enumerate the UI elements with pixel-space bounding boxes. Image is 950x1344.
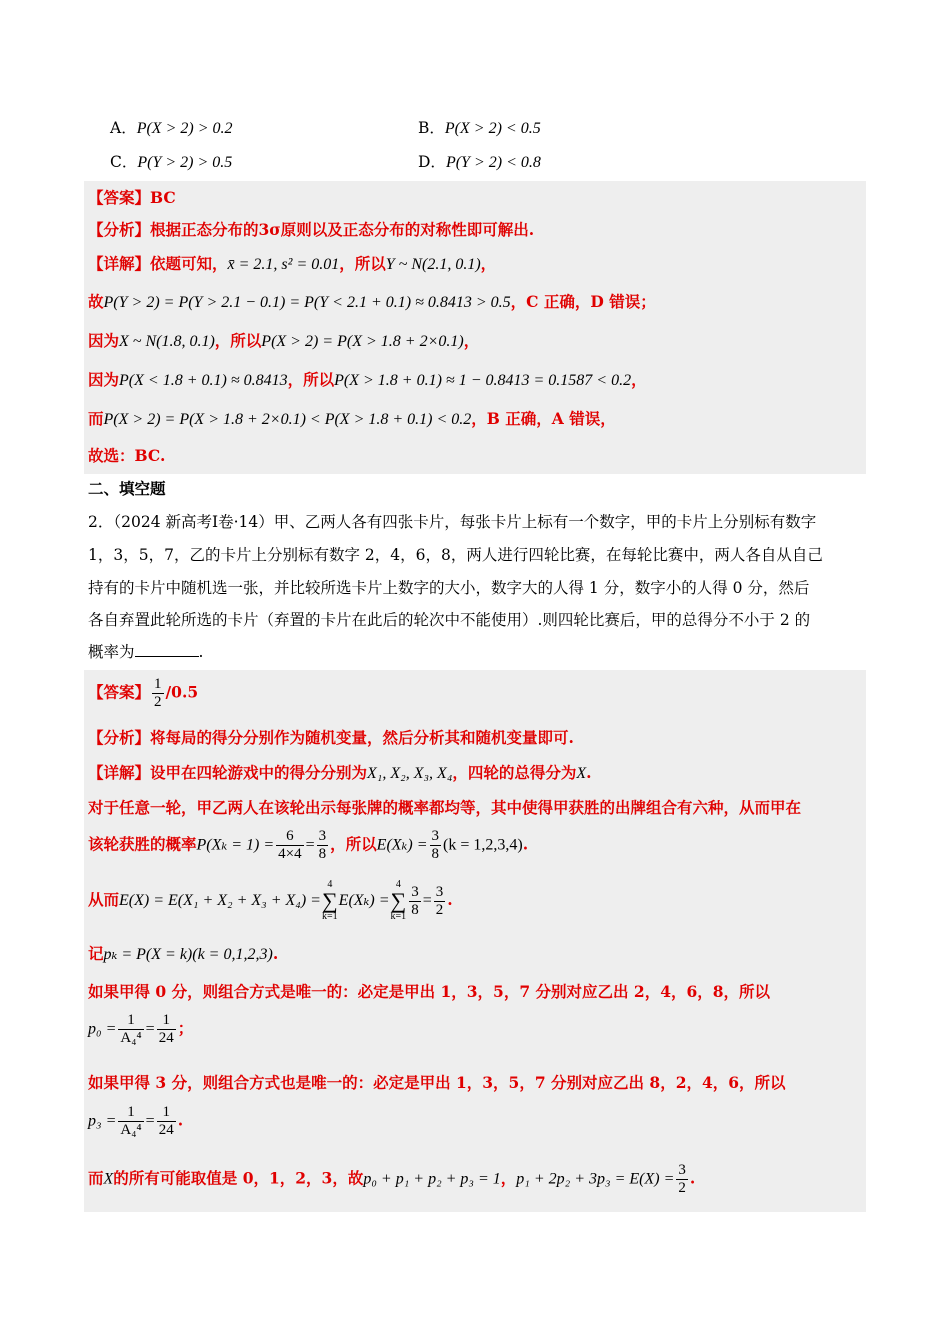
q2-detail-9: p₃ = $\frac{1}{\text{A₄⁴}}$ = $\frac{1}{24}$ . [88,1104,184,1138]
q2-line-4: 各自弃置此轮所选的卡片（弃置的卡片在此后的轮次中不能使用）.则四轮比赛后，甲的总得分不小于 2 的 [88,611,811,629]
q2-line-1: 2．（2024 新高考Ⅰ卷·14）甲、乙两人各有四张卡片，每张卡片上标有一个数字，甲的卡片上分别标有数字 [88,513,817,531]
q1-detail-5: 而P(X > 2) = P(X > 1.8 + 2×0.1) < P(X > 1.8 + 0.1) < 0.2，B 正确，A 错误， [88,409,616,428]
section-heading: 二、填空题 [88,479,166,498]
q1-detail-6: 故选：BC. [88,446,166,465]
q2-answer: 【答案】 $\frac{1}{2}$ /0.5 [88,676,199,710]
sum-symbol: 4 ∑ k=1 [321,879,338,922]
q2-detail-3: 该轮获胜的概率P(Xₖ = 1) = $\frac{6}{4\times 4}$ = $\frac{3}{8}$ ，所以E(Xₖ) = $\frac{3}{8}$ (k = 1,2,3,4). [88,828,529,862]
q2-detail-1: 【详解】设甲在四轮游戏中的得分分别为X₁, X₂, X₃, X₄，四轮的总得分为X. [88,763,592,782]
q2-detail-10: 而X的所有可能取值是 0，1，2，3，故p₀ + p₁ + p₂ + p₃ = 1，p₁ + 2p₂ + 3p₃ = E(X) = $\frac{3}{2}$ . [88,1162,696,1196]
q2-detail-5: 记pₖ = P(X = k)(k = 0,1,2,3). [88,944,279,963]
q2-detail-2: 对于任意一轮，甲乙两人在该轮出示每张牌的概率都均等，其中使得甲获胜的出牌组合有六种，从而甲在 [88,798,802,817]
q2-detail-8: 如果甲得 3 分，则组合方式也是唯一的：必定是甲出 1，3，5，7 分别对应乙出 8，2，4，6，所以 [88,1073,786,1092]
q1-detail-1: 【详解】依题可知，x̄ = 2.1, s² = 0.01，所以Y ~ N(2.1, 0.1)， [88,254,497,273]
option-b: B．P(X > 2) < 0.5 [418,119,541,137]
q1-analysis: 【分析】根据正态分布的3σ原则以及正态分布的对称性即可解出. [88,220,535,239]
q1-detail-4: 因为P(X < 1.8 + 0.1) ≈ 0.8413，所以P(X > 1.8 + 0.1) ≈ 1 − 0.8413 = 0.1587 < 0.2， [88,370,647,389]
q1-detail-3: 因为X ~ N(1.8, 0.1)，所以P(X > 2) = P(X > 1.8 + 2×0.1)， [88,331,480,350]
q2-detail-6: 如果甲得 0 分，则组合方式是唯一的：必定是甲出 1，3，5，7 分别对应乙出 2，4，6，8，所以 [88,982,771,1001]
q1-detail-2: 故P(Y > 2) = P(Y > 2.1 − 0.1) = P(Y < 2.1 + 0.1) ≈ 0.8413 > 0.5，C 正确，D 错误； [88,292,656,311]
answer-blank [135,642,199,657]
q2-analysis: 【分析】将每局的得分分别作为随机变量，然后分析其和随机变量即可. [88,728,574,747]
option-a: A．P(X > 2) > 0.2 [110,119,233,137]
q2-detail-4: 从而E(X) = E(X₁ + X₂ + X₃ + X₄) =4 ∑ k=1E(Xₖ) =4 ∑ k=1 $\frac{3}{8}$ = $\frac{3}{2}$ . [88,879,453,922]
q2-line-5: 概率为 . [88,643,204,661]
q2-line-2: 1，3，5，7，乙的卡片上分别标有数字 2，4，6，8，两人进行四轮比赛，在每轮比赛中，两人各自从自己 [88,546,823,564]
option-d: D．P(Y > 2) < 0.8 [418,153,541,171]
q2-solution-box [84,670,866,1212]
q2-line-3: 持有的卡片中随机选一张，并比较所选卡片上数字的大小，数字大的人得 1 分，数字小的人得 0 分，然后 [88,579,810,597]
q1-answer: 【答案】BC [88,188,176,207]
q2-detail-7: p₀ = $\frac{1}{\text{A₄⁴}}$ = $\frac{1}{24}$ ； [88,1012,194,1046]
option-c: C．P(Y > 2) > 0.5 [110,153,233,171]
